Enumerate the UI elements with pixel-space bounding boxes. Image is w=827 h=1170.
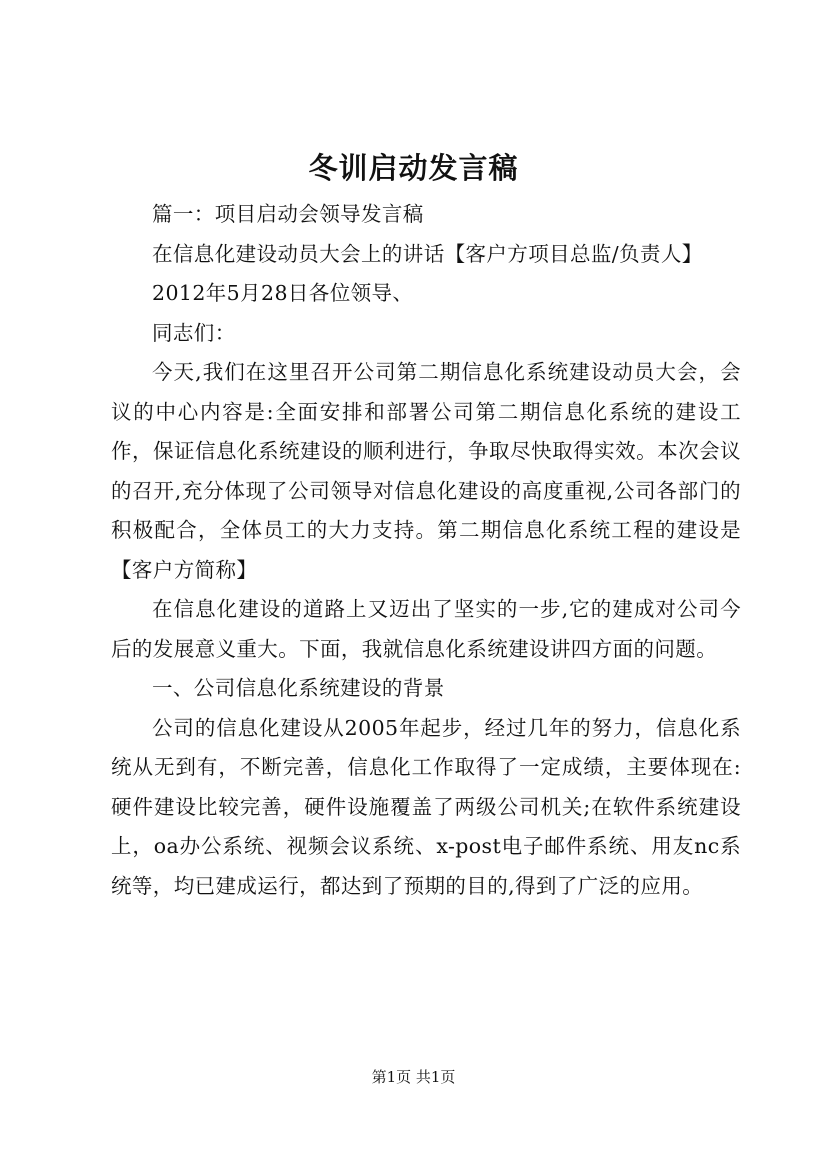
- page-footer: 第1页 共1页: [371, 1068, 456, 1086]
- paragraph-section-heading: 篇一：项目启动会领导发言稿: [152, 202, 424, 226]
- paragraph-subheading-background: 一、公司信息化系统建设的背景: [152, 676, 445, 700]
- document-title: 冬训启动发言稿: [308, 151, 519, 185]
- paragraph-salutation: 同志们：: [152, 320, 236, 345]
- document-body: [111, 195, 741, 906]
- paragraph-speech-title: 在信息化建设动员大会上的讲话【客户方项目总监/负责人】: [152, 241, 703, 266]
- paragraph-significance: 在信息化建设的道路上又迈出了坚实的一步,它的建成对公司今后的发展意义重大。下面，我就信息化系统建设讲四方面的问题。: [111, 597, 741, 661]
- paragraph-date-salutation: 2012年5月28日各位领导、: [152, 281, 414, 305]
- paragraph-opening: 今天,我们在这里召开公司第二期信息化系统建设动员大会，会议的中心内容是:全面安排和部署公司第二期信息化系统的建设工作，保证信息化系统建设的顺利进行，争取尽快取得实效。本次会议的召开,充分体现了公司领导对信息化建设的高度重视,公司各部门的积极配合，全体员工的大力支持。第二期信息化系统工程的建设是【客户方简称】: [111, 360, 741, 582]
- paragraph-background: 公司的信息化建设从2005年起步，经过几年的努力，信息化系统从无到有，不断完善，信息化工作取得了一定成绩，主要体现在:硬件建设比较完善，硬件设施覆盖了两级公司机关;在软件系统建设上，oa办公系统、视频会议系统、x-post电子邮件系统、用友nc系统等，均已建成运行，都达到了预期的目的,得到了广泛的应用。: [111, 715, 741, 898]
